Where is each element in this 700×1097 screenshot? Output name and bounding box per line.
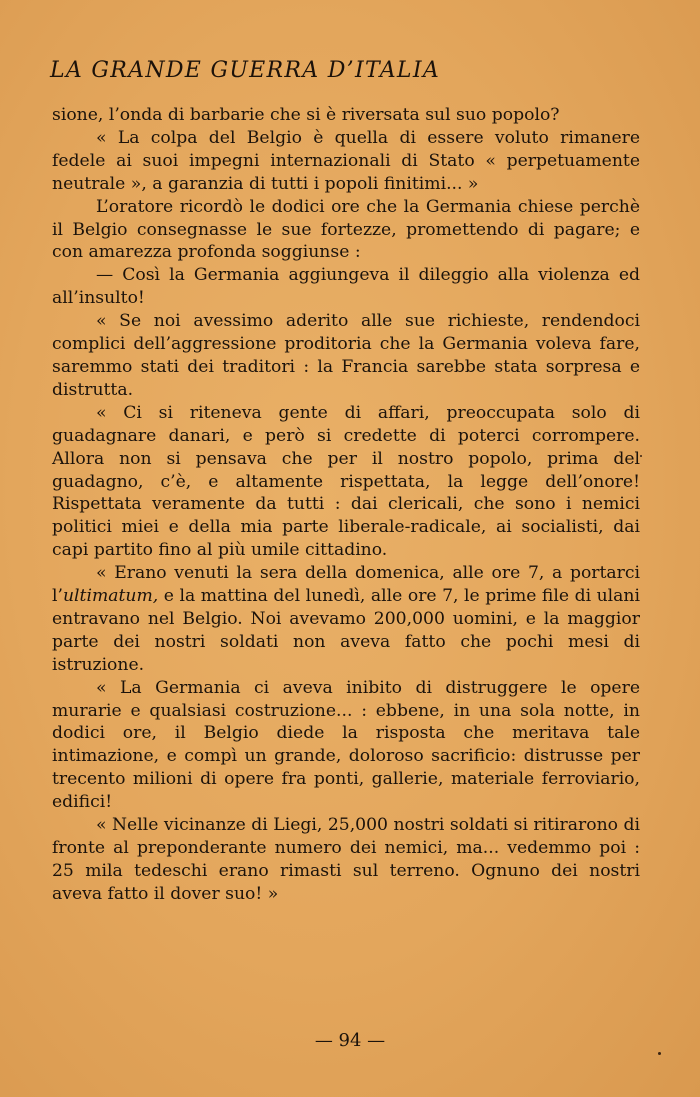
- paragraph-7-rest: e la mattina del lunedì, alle ore 7, le prime file di ulani entravano nel Belgio. Noi avevamo 200,000 uomini, e la maggior parte dei nostri soldati non aveva fatto che pochi mesi di istruzione.: [52, 586, 640, 675]
- page-number: — 94 —: [314, 1030, 386, 1051]
- paragraph-9: « Nelle vicinanze di Liegi, 25,000 nostri soldati si ritirarono di fronte al preponderante numero dei nemici, ma... vedemmo poi : 25 mila tedeschi erano rimasti sul terreno. Ognuno dei nostri aveva fatto il dover suo! »: [52, 815, 640, 904]
- paragraph-6: « Ci si riteneva gente di affari, preoccupata solo di guadagnare danari, e però si credette di poterci corrompere. Allora non si pensava che per il nostro popolo, prima del guadagno, c’è, e altamente rispettata, la legge dell’onore! Rispettata veramente da tutti : dai clericali, che sono i nemici politici miei e della mia parte liberale-radicale, ai socialisti, dai capi partito fino al più umile cittadino.: [52, 402, 640, 561]
- paragraph-3: L’oratore ricordò le dodici ore che la Germania chiese perchè il Belgio consegnasse le sue fortezze, promettendo di pagare; e con amarezza profonda soggiunse :: [52, 196, 640, 263]
- paper-speck: [640, 455, 642, 457]
- paper-speck: [658, 1052, 661, 1055]
- paragraph-1: sione, l’onda di barbarie che si è riversata sul suo popolo?: [52, 105, 560, 125]
- paragraph-4: — Così la Germania aggiungeva il dileggio alla violenza ed all’insulto!: [52, 265, 640, 309]
- page-body: [52, 104, 640, 906]
- paragraph-2: « La colpa del Belgio è quella di essere voluto rimanere fedele ai suoi impegni internazionali di Stato « perpetuamente neutrale », a garanzia di tutti i popoli finitimi... »: [52, 127, 640, 194]
- paragraph-7-lead: « Erano venuti la sera della domenica, alle ore 7, a portarci l’: [52, 563, 640, 607]
- running-title: LA GRANDE GUERRA D’ITALIA: [50, 58, 441, 83]
- paragraph-5: « Se noi avessimo aderito alle sue richieste, rendendoci complici dell’aggressione proditoria che la Germania voleva fare, saremmo stati dei traditori : la Francia sarebbe stata sorpresa e distrutta.: [52, 311, 640, 400]
- paragraph-7: [52, 562, 640, 677]
- paragraph-8: « La Germania ci aveva inibito di distruggere le opere murarie e qualsiasi costruzione... : ebbene, in una sola notte, in dodici ore, il Belgio diede la risposta che meritava tale intimazione, e compì un grande, doloroso sacrificio: distrusse per trecento milioni di opere fra ponti, gallerie, materiale ferroviario, edifici!: [52, 677, 640, 813]
- ultimatum-italic: ultimatum,: [62, 586, 159, 607]
